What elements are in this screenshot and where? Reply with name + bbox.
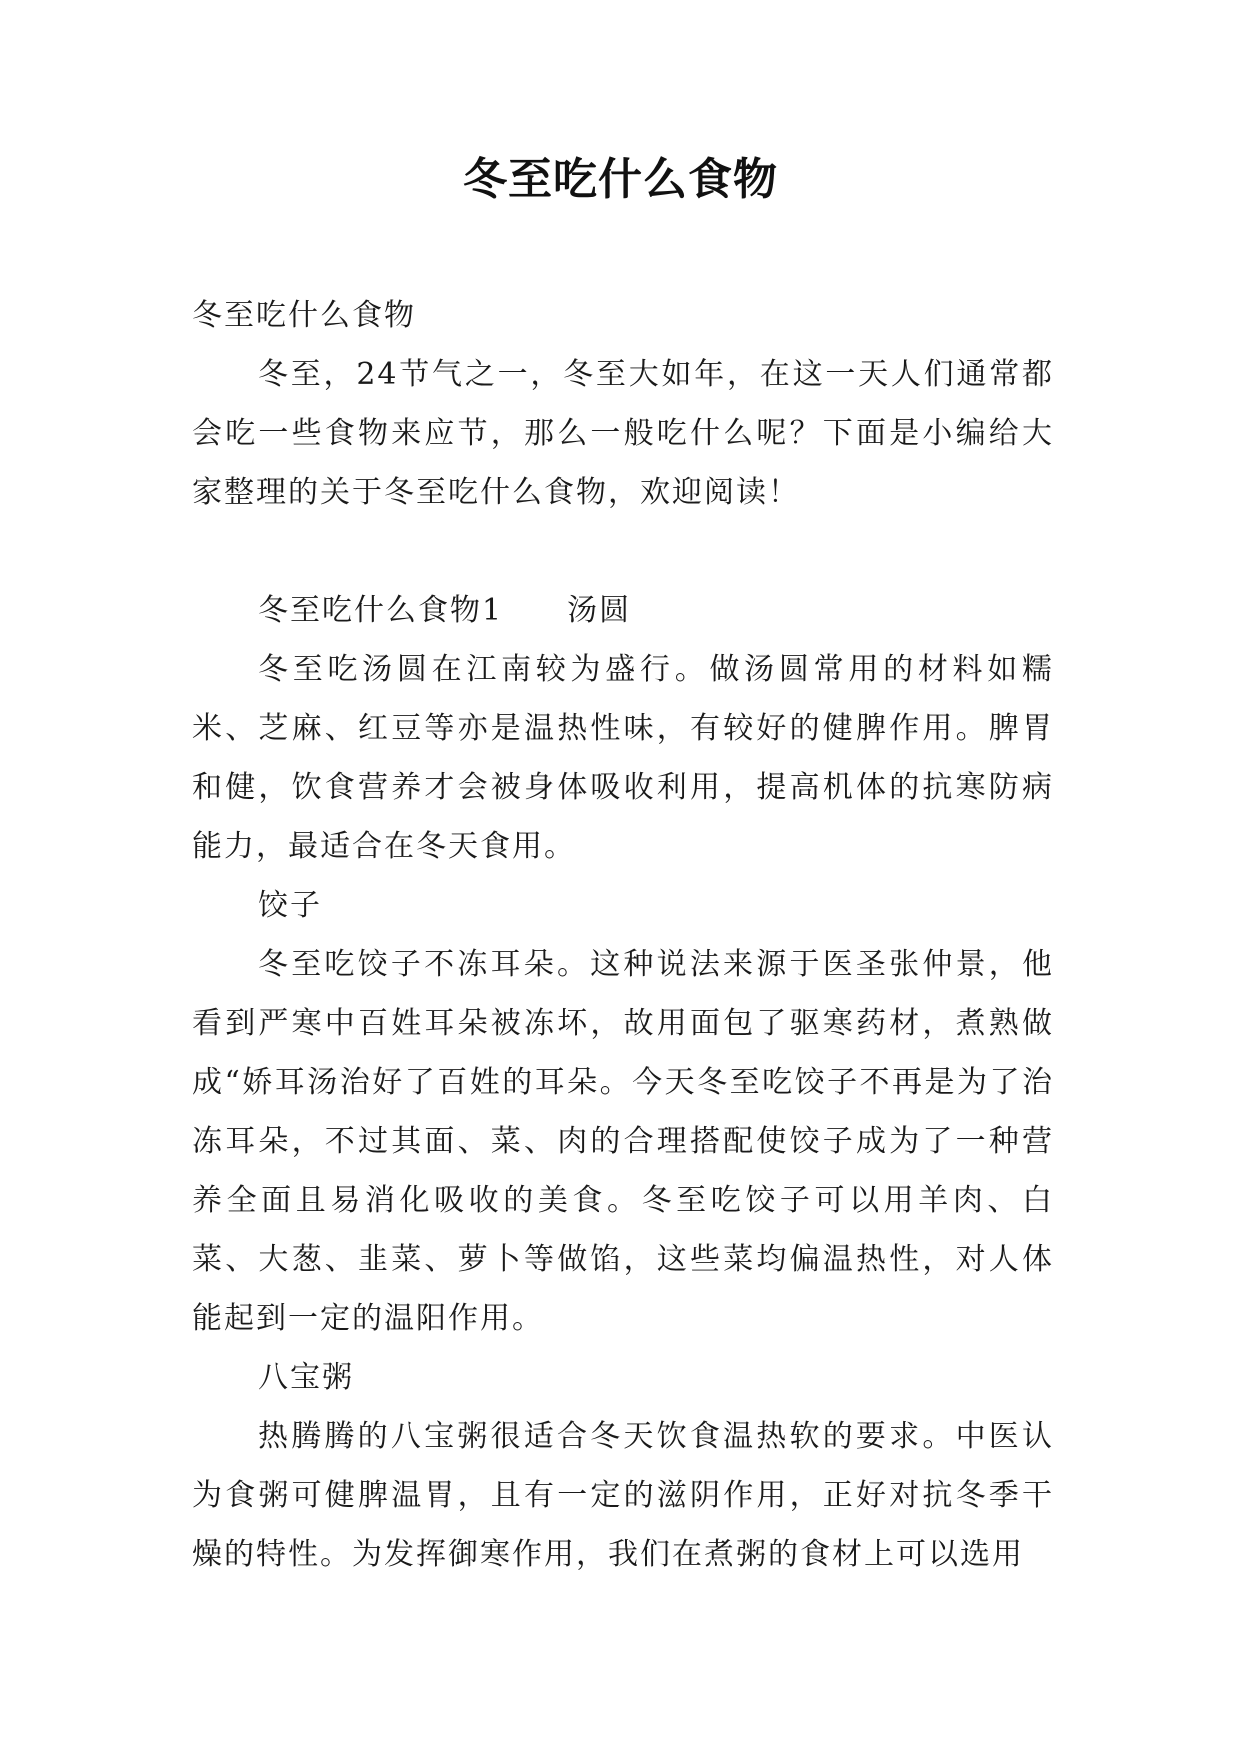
section-paragraph-babaozhou: 热腾腾的八宝粥很适合冬天饮食温热软的要求。中医认为食粥可健脾温胃，且有一定的滋阴作用，正好对抗冬季干燥的特性。为发挥御寒作用，我们在煮粥的食材上可以选用 bbox=[192, 1419, 1054, 1572]
section-heading-jiaozi: 饺子 bbox=[258, 888, 322, 923]
document-body bbox=[192, 286, 1054, 1584]
section-paragraph-jiaozi: 冬至吃饺子不冻耳朵。这种说法来源于医圣张仲景，他看到严寒中百姓耳朵被冻坏，故用面包了驱寒药材，煮熟做成“娇耳汤治好了百姓的耳朵。今天冬至吃饺子不再是为了治冻耳朵，不过其面、菜、肉的合理搭配使饺子成为了一种营养全面且易消化吸收的美食。冬至吃饺子可以用羊肉、白菜、大葱、韭菜、萝卜等做馅，这些菜均偏温热性，对人体能起到一定的温阳作用。 bbox=[192, 947, 1054, 1336]
intro-paragraph: 冬至，24节气之一，冬至大如年，在这一天人们通常都会吃一些食物来应节，那么一般吃什么呢？下面是小编给大家整理的关于冬至吃什么食物，欢迎阅读！ bbox=[192, 357, 1054, 510]
document-title: 冬至吃什么食物 bbox=[463, 154, 778, 205]
section-paragraph-tangyuan: 冬至吃汤圆在江南较为盛行。做汤圆常用的材料如糯米、芝麻、红豆等亦是温热性味，有较好的健脾作用。脾胃和健，饮食营养才会被身体吸收利用，提高机体的抗寒防病能力，最适合在冬天食用。 bbox=[192, 652, 1054, 864]
section-heading-tangyuan: 冬至吃什么食物1 汤圆 bbox=[258, 593, 632, 628]
document-subtitle: 冬至吃什么食物 bbox=[192, 298, 416, 333]
section-heading-babaozhou: 八宝粥 bbox=[258, 1360, 354, 1395]
paragraph-spacer bbox=[192, 522, 1054, 581]
